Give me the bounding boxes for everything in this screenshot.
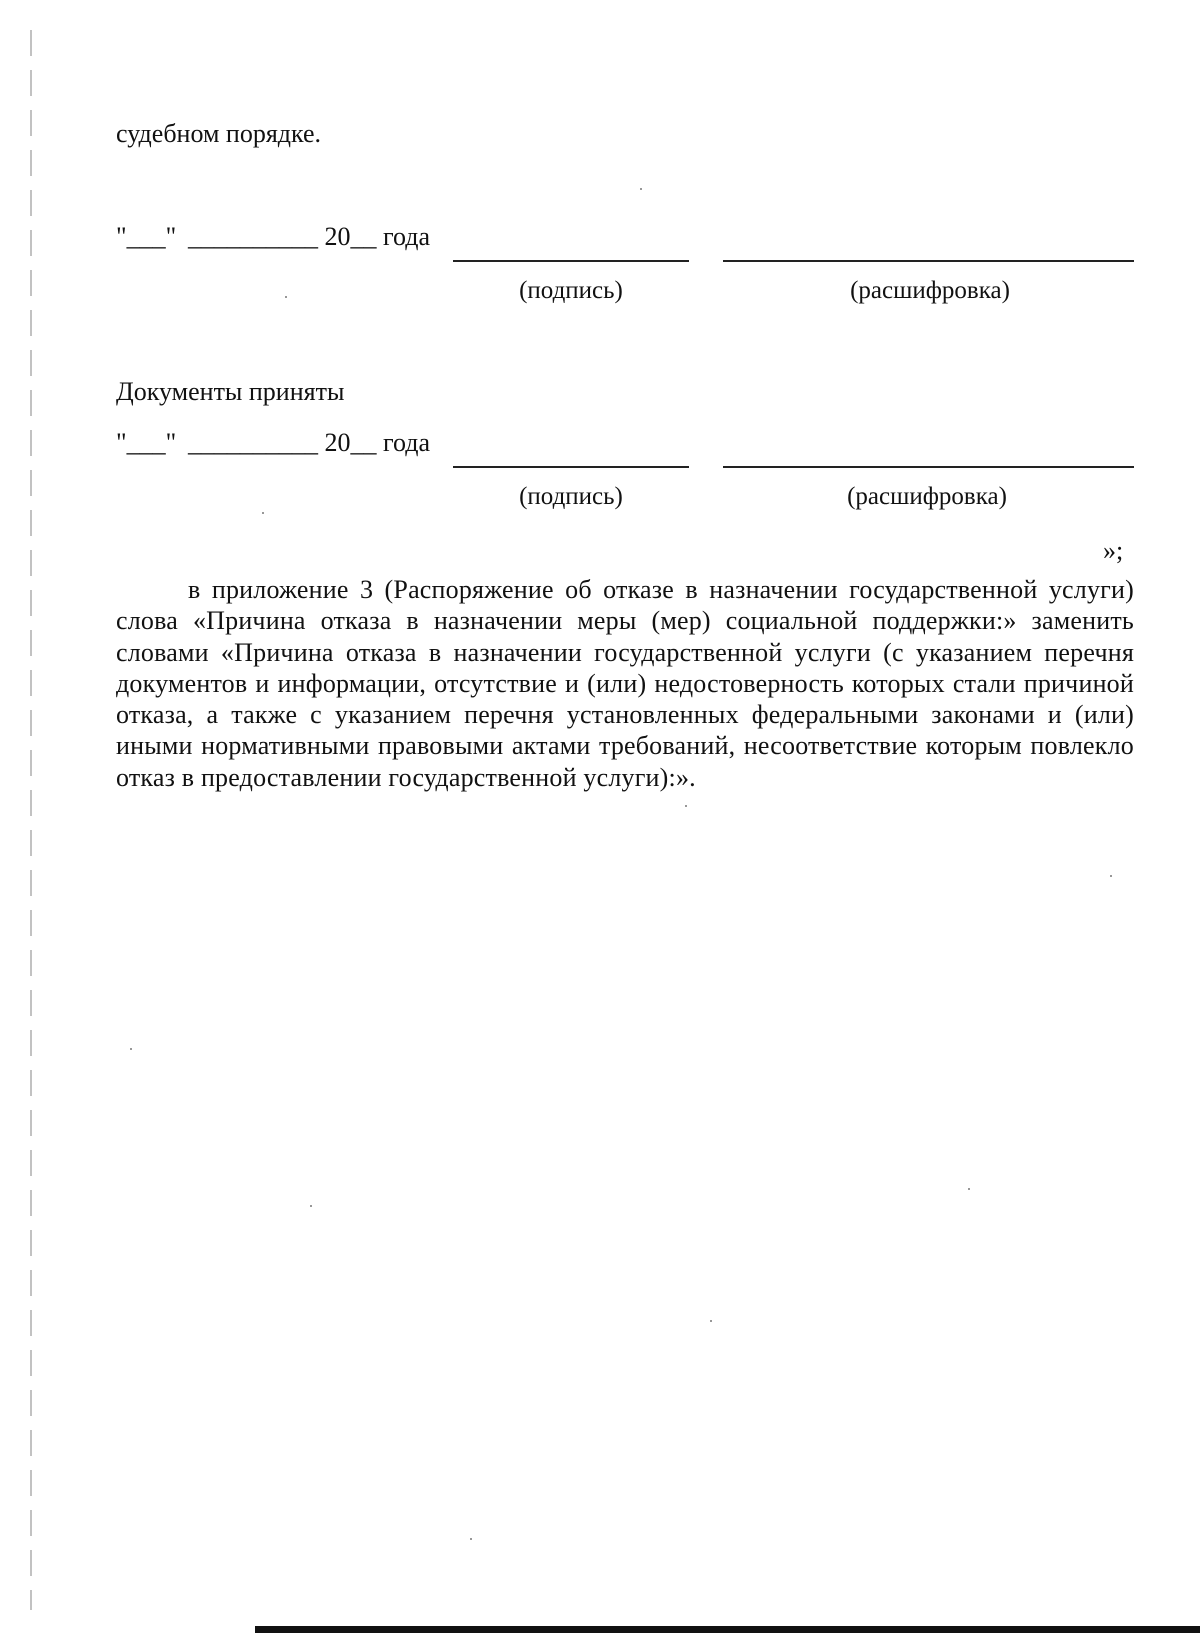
scan-speck: [130, 1048, 132, 1050]
date-day-quote: "___": [116, 222, 177, 251]
decode-line: [723, 260, 1134, 262]
decode-label: (расшифровка): [850, 277, 1010, 304]
scan-speck: [1110, 875, 1112, 877]
decode-label: (расшифровка): [847, 483, 1007, 510]
received-heading: Документы приняты: [116, 377, 345, 406]
scan-speck: [262, 512, 264, 514]
closing-quote: »;: [1103, 536, 1124, 565]
amendment-paragraph: в приложение 3 (Распоряжение об отказе в назначении государственной услуги) слова «Причина отказа в назначении меры (мер) социальной поддержки:» заменить словами «Причина отказа в назначении государственной услуги (с указанием перечня документов и информации, отсутствие и (или) недостоверность которых стали причиной отказа, а также с указанием перечня установленных федеральными законами и (или) иными нормативными правовыми актами требований, несоответствие которым повлекло отказ в предоставлении государственной услуги):».: [116, 575, 1134, 792]
date-day-quote: "___": [116, 428, 177, 457]
signature-line: [453, 466, 689, 468]
signature-label: (подпись): [519, 277, 623, 304]
signature-line: [453, 260, 689, 262]
signature-label: (подпись): [519, 483, 623, 510]
scan-speck: [285, 296, 287, 298]
scan-bottom-edge: [255, 1626, 1200, 1633]
scan-speck: [310, 1205, 312, 1207]
scan-speck: [685, 805, 687, 807]
date-month-year: __________ 20__ года: [188, 222, 431, 251]
scan-speck: [710, 1320, 712, 1322]
scan-speck: [640, 188, 642, 190]
decode-line: [723, 466, 1134, 468]
scan-speck: [968, 1188, 970, 1190]
date-month-year: __________ 20__ года: [188, 428, 431, 457]
scan-left-edge: [30, 30, 32, 1610]
intro-fragment: судебном порядке.: [116, 119, 322, 148]
scan-speck: [470, 1538, 472, 1540]
